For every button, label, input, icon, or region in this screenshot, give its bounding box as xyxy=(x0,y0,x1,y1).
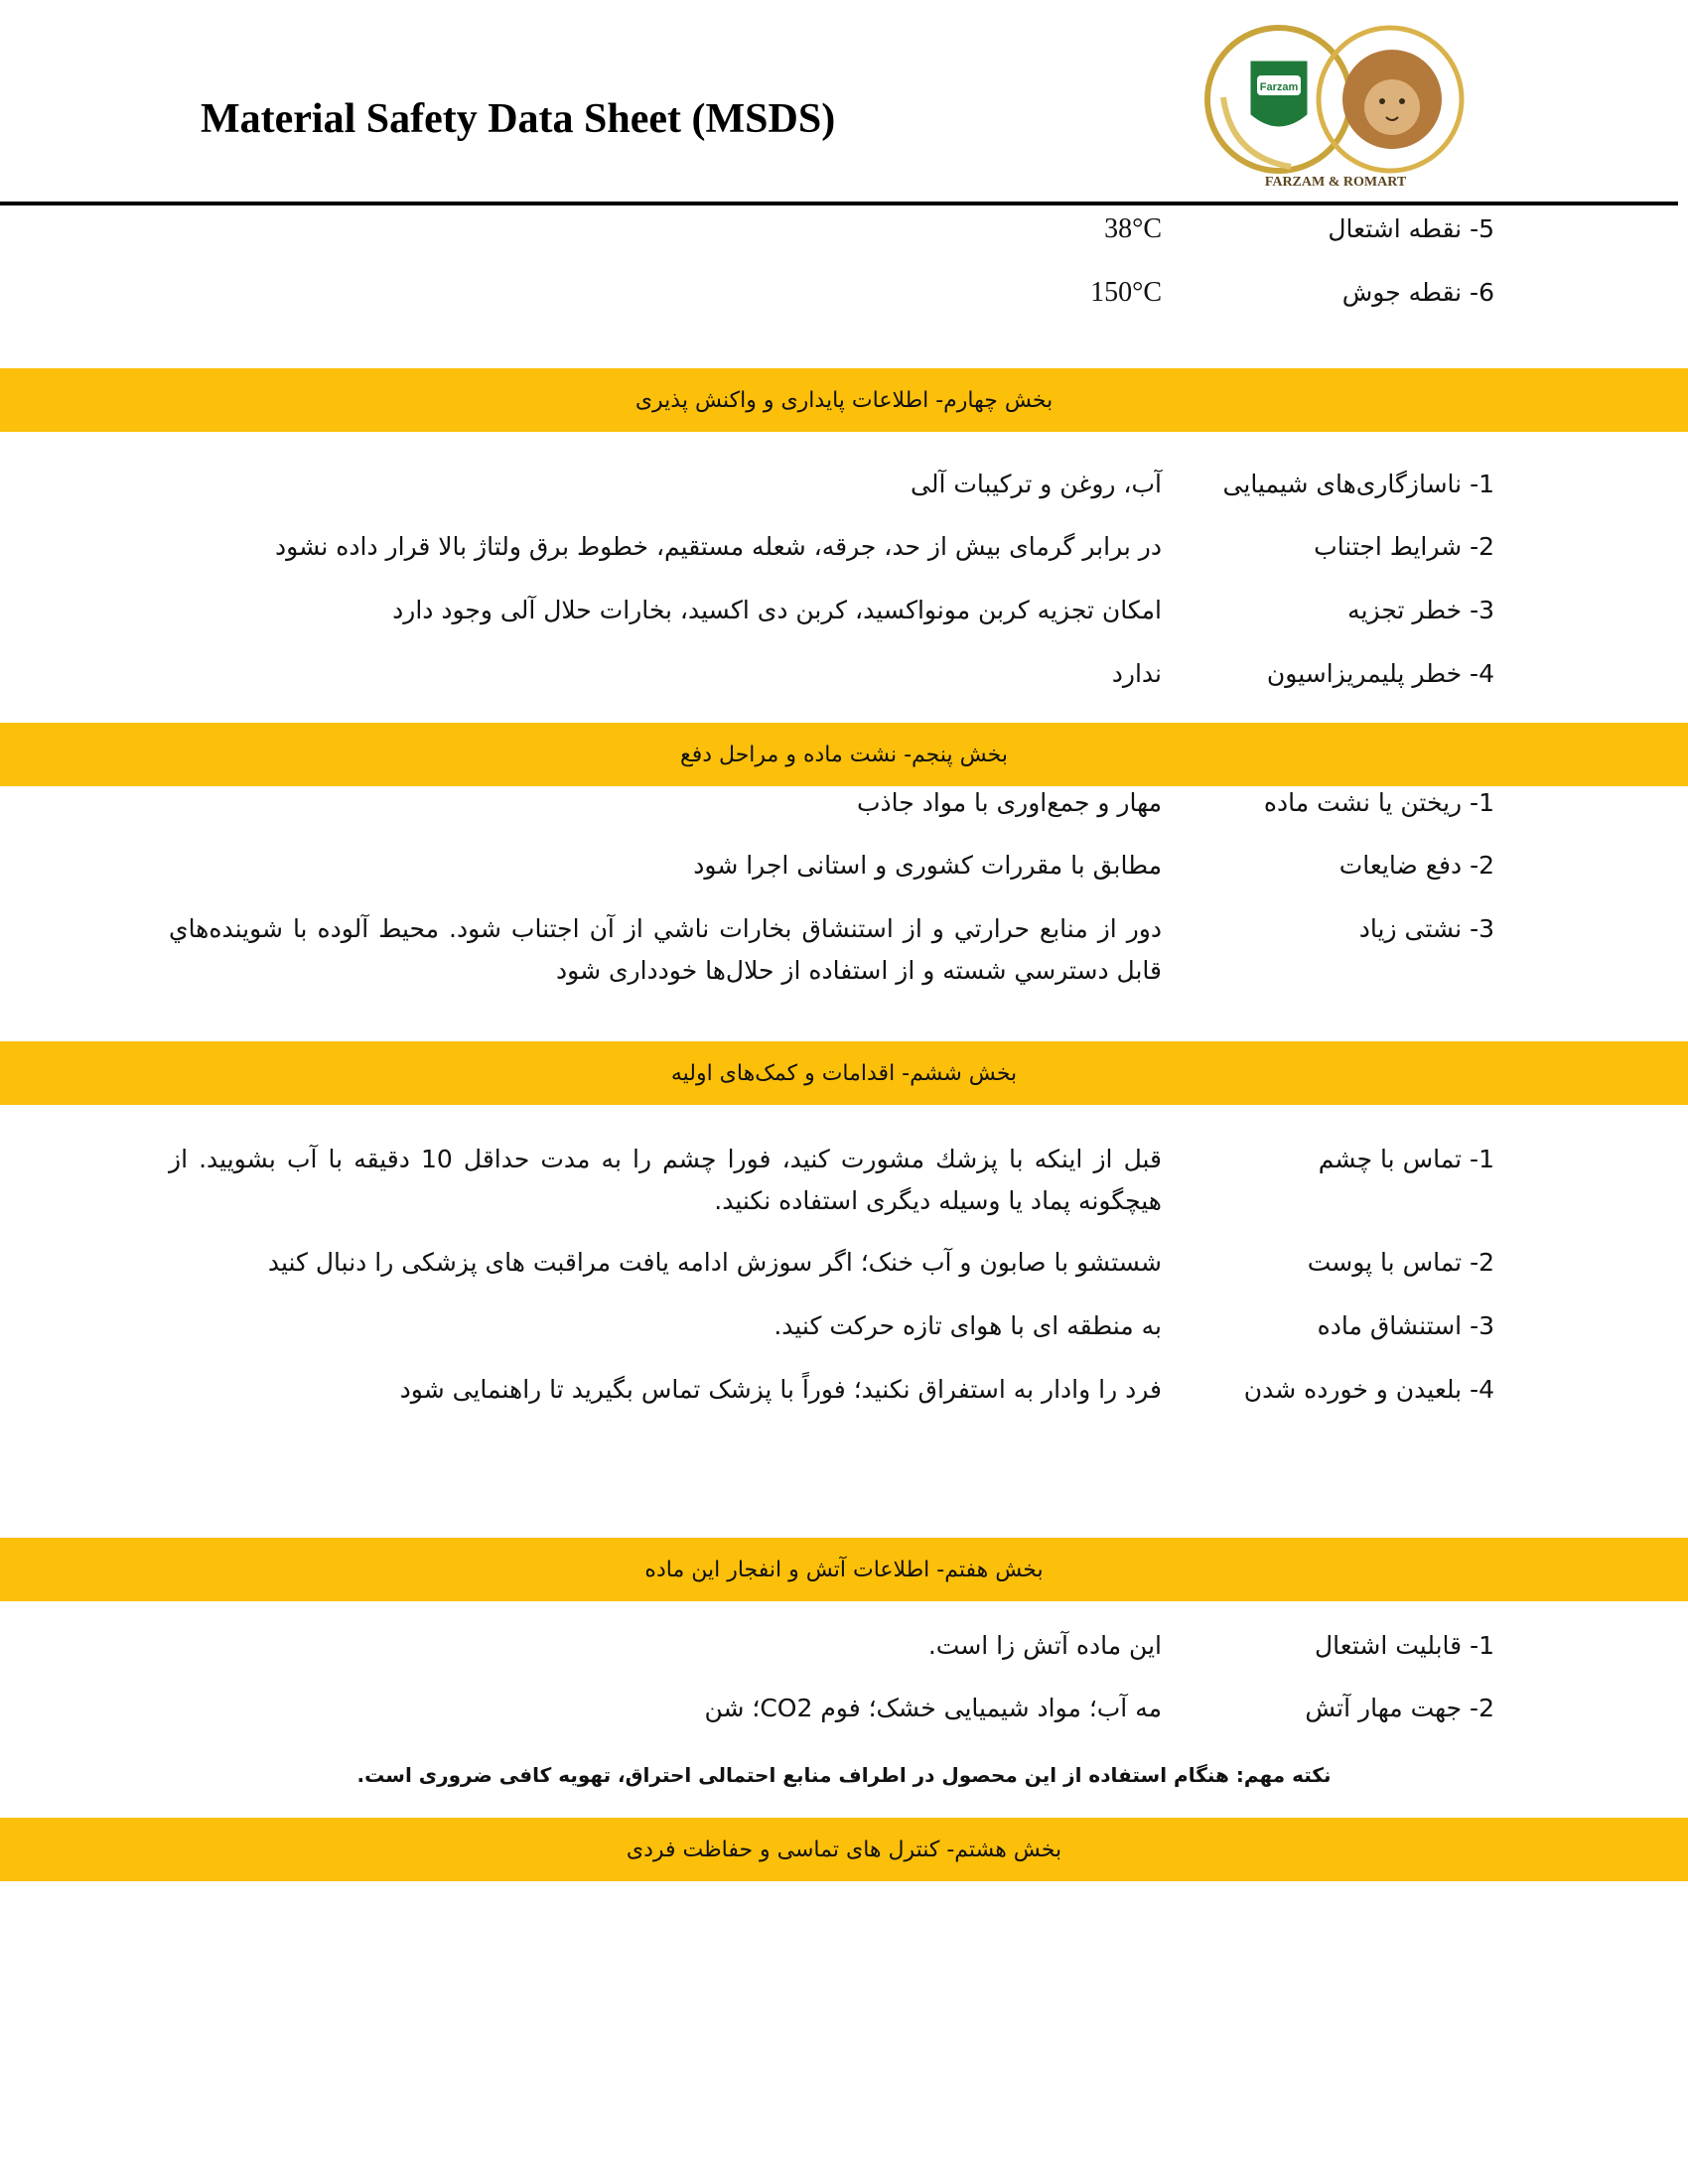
row-label: 1- قابلیت اشتعال xyxy=(1315,1631,1494,1660)
row-value: فرد را وادار به استفراق نکنید؛ فوراً با پزشک تماس بگیرید تا راهنمایی شود xyxy=(399,1375,1162,1404)
logo-caption: FARZAM & ROMART xyxy=(1264,175,1407,190)
row-value: این ماده آتش زا است. xyxy=(927,1631,1162,1660)
row-label: 1- تماس با چشم xyxy=(1318,1145,1494,1173)
row-value: مه آب؛ مواد شیمیایی خشک؛ فوم CO2؛ شن xyxy=(704,1694,1162,1722)
row-label: 5- نقطه اشتعال xyxy=(1328,214,1494,243)
section-6-header: بخش ششم- اقدامات و کمک‌های اولیه xyxy=(0,1041,1688,1105)
row-value: در برابر گرمای بیش از حد، جرقه، شعله مستقیم، خطوط برق ولتاژ بالا قرار داده نشود xyxy=(275,532,1162,561)
row-label: 3- نشتی زیاد xyxy=(1358,914,1494,943)
row-value: آب، روغن و ترکیبات آلی xyxy=(911,470,1162,498)
row-label: 2- شرایط اجتناب xyxy=(1314,532,1494,561)
row-label: 4- خطر پلیمریزاسیون xyxy=(1266,659,1494,688)
row-label: 3- استنشاق ماده xyxy=(1317,1311,1494,1340)
row-label: 1- ریختن یا نشت ماده xyxy=(1263,788,1494,817)
row-value: 150°C xyxy=(1090,277,1162,308)
important-note: نکته مهم: هنگام استفاده از این محصول در اطراف منابع احتمالی احتراق، تهویه کافی ضروری است. xyxy=(356,1763,1332,1787)
row-value: به منطقه ای با هوای تازه حرکت کنید. xyxy=(774,1311,1162,1340)
company-logo xyxy=(1201,18,1470,192)
row-label: 6- نقطه جوش xyxy=(1341,278,1494,307)
document-title: Material Safety Data Sheet (MSDS) xyxy=(201,96,836,142)
row-label: 1- ناسازگاری‌های شیمیایی xyxy=(1222,470,1494,498)
row-value: ندارد xyxy=(1111,659,1162,688)
section-7-header: بخش هفتم- اطلاعات آتش و انفجار این ماده xyxy=(0,1538,1688,1601)
section-4-header: بخش چهارم- اطلاعات پایداری و واکنش پذیری xyxy=(0,368,1688,432)
row-label: 2- جهت مهار آتش xyxy=(1305,1694,1494,1722)
header-divider xyxy=(0,202,1678,205)
row-value: شستشو با صابون و آب خنک؛ اگر سوزش ادامه یافت مراقبت های پزشکی را دنبال کنید xyxy=(267,1248,1162,1277)
row-label: 3- خطر تجزیه xyxy=(1347,596,1494,624)
logo-badge-text: Farzam xyxy=(1259,81,1299,93)
row-label: 4- بلعیدن و خورده شدن xyxy=(1243,1375,1494,1404)
row-label: 2- دفع ضایعات xyxy=(1338,851,1494,880)
row-value: قبل از اینکه با پزشك مشورت کنید، فورا چشم را به مدت حداقل 10 دقیقه با آب بشویید. از هیچگونه پماد یا وسیله دیگری استفاده نکنید. xyxy=(169,1145,1162,1215)
row-value: امکان تجزیه کربن مونواکسید، کربن دی اکسید، بخارات حلال آلی وجود دارد xyxy=(392,596,1162,624)
row-value: دور از منابع حرارتي و از استنشاق بخارات ناشي از آن اجتناب شود. محیط آلوده با شوینده‌هاي قابل دسترسي شسته و از استفاده از حلال‌ها خودداری شود xyxy=(169,914,1162,985)
section-8-header: بخش هشتم- کنترل های تماسی و حفاظت فردی xyxy=(0,1818,1688,1881)
row-value: مطابق با مقررات کشوری و استانی اجرا شود xyxy=(693,851,1162,880)
section-5-header: بخش پنجم- نشت ماده و مراحل دفع xyxy=(0,723,1688,786)
row-value: مهار و جمع‌اوری با مواد جاذب xyxy=(857,788,1162,817)
row-value: 38°C xyxy=(1104,213,1162,244)
row-label: 2- تماس با پوست xyxy=(1307,1248,1494,1277)
